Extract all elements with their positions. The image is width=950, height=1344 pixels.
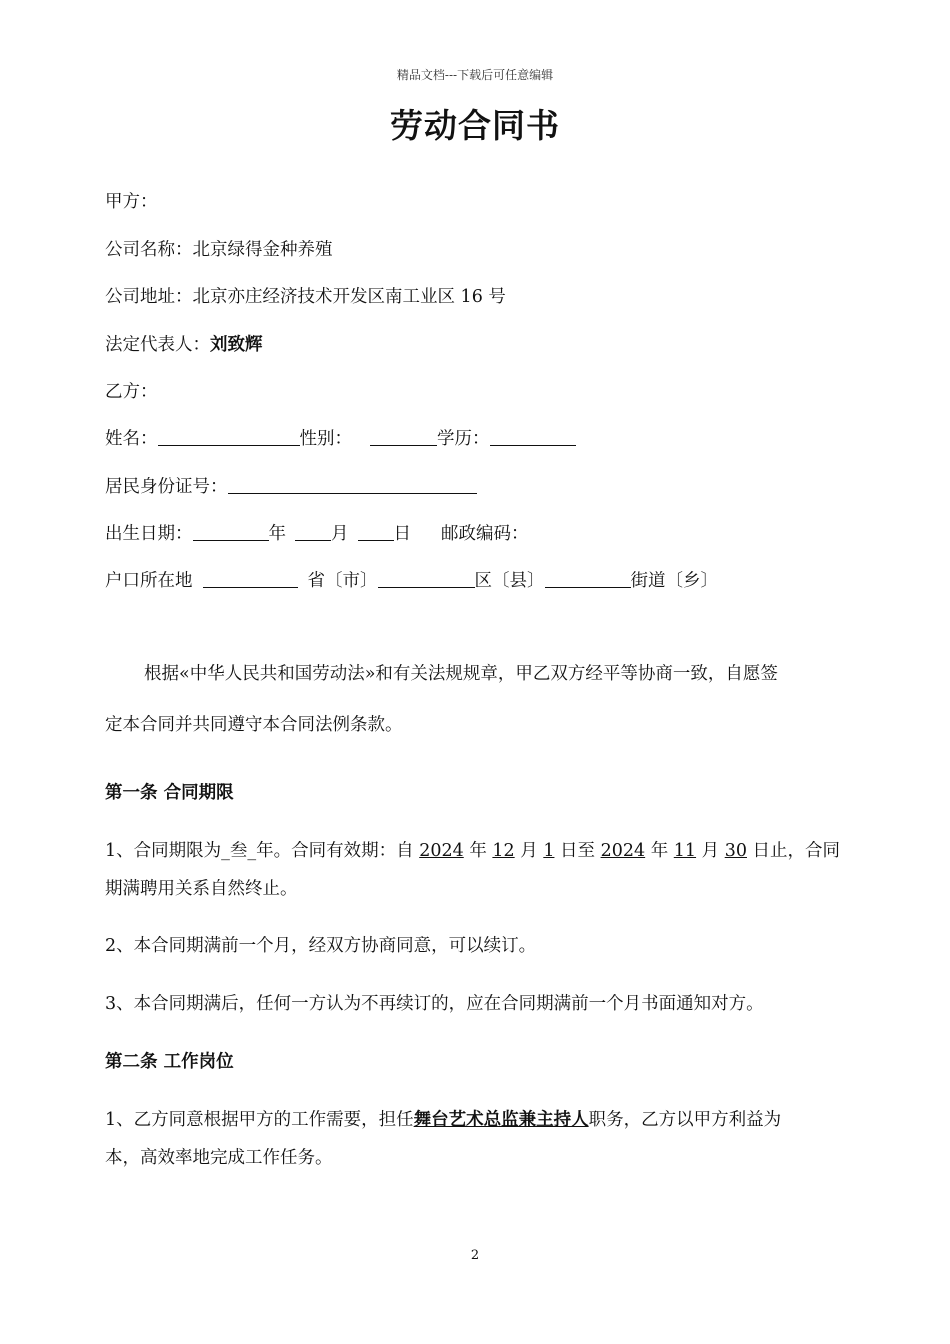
name-blank[interactable] — [158, 428, 300, 446]
name-label: 姓名： — [105, 429, 158, 449]
id-number-row — [105, 473, 477, 498]
preamble-line-2: 定本合同并共同遵守本合同法例条款。 — [105, 715, 403, 735]
month-label: 月 — [331, 524, 349, 544]
birth-day-blank[interactable] — [358, 523, 394, 541]
article-1-clause-1 — [105, 837, 840, 862]
clause-text: 年 — [463, 841, 493, 861]
province-blank[interactable] — [203, 570, 298, 588]
start-day: 1 — [543, 841, 555, 861]
clause-text: 月 — [696, 841, 725, 861]
hukou-label: 户口所在地 — [105, 571, 193, 591]
street-blank[interactable] — [545, 570, 631, 588]
article-1-clause-1-line-2: 期满聘用关系自然终止。 — [105, 879, 298, 899]
clause-text: 1、合同期限为 — [105, 841, 222, 861]
company-address-label: 公司地址： — [105, 287, 193, 307]
clause-text: 日止，合同 — [746, 841, 841, 861]
clause-text: 年 — [645, 841, 674, 861]
clause-text: 职务，乙方以甲方利益为 — [588, 1110, 782, 1130]
company-address-value: 北京亦庄经济技术开发区南工业区 16 号 — [192, 287, 506, 307]
end-month: 11 — [673, 841, 697, 861]
company-name-label: 公司名称： — [105, 240, 193, 260]
preamble-line-1: 根据«中华人民共和国劳动法»和有关法规规章，甲乙双方经平等协商一致，自愿签 — [144, 664, 778, 684]
id-number-blank[interactable] — [228, 476, 477, 494]
education-blank[interactable] — [490, 428, 576, 446]
hukou-row — [105, 567, 718, 592]
clause-text: 1、乙方同意根据甲方的工作需要，担任 — [105, 1110, 414, 1130]
document-title: 劳动合同书 — [390, 106, 560, 145]
education-label: 学历： — [437, 429, 490, 449]
gender-label: 性别： — [299, 429, 352, 449]
legal-rep-value: 刘致辉 — [210, 335, 263, 355]
clause-text: 日至 — [554, 841, 601, 861]
year-label: 年 — [268, 524, 286, 544]
company-name-row — [105, 236, 333, 261]
company-name-value: 北京绿得金种养殖 — [192, 240, 333, 260]
article-1-clause-3: 3、本合同期满后，任何一方认为不再续订的，应在合同期满前一个月书面通知对方。 — [105, 994, 764, 1014]
company-address-row — [105, 283, 506, 308]
article-2-clause-1-line-2: 本，高效率地完成工作任务。 — [105, 1148, 333, 1168]
birth-row — [105, 520, 529, 545]
page-header: 精品文档---下载后可任意编辑 — [396, 68, 554, 82]
article-2-heading: 第二条 工作岗位 — [105, 1052, 234, 1072]
party-a-label: 甲方： — [105, 192, 158, 212]
district-label: 区〔县〕 — [474, 571, 545, 591]
day-label: 日 — [393, 524, 411, 544]
birth-label: 出生日期： — [105, 524, 193, 544]
party-b-name-row — [105, 425, 576, 450]
party-b-label: 乙方： — [105, 382, 158, 402]
start-year: 2024 — [419, 841, 464, 861]
article-2-clause-1 — [105, 1106, 781, 1131]
district-blank[interactable] — [378, 570, 475, 588]
birth-year-blank[interactable] — [193, 523, 269, 541]
gender-blank[interactable] — [370, 428, 437, 446]
end-year: 2024 — [600, 841, 646, 861]
contract-term-years: _叁_ — [221, 841, 257, 861]
article-1-heading: 第一条 合同期限 — [105, 783, 234, 803]
legal-rep-row — [105, 331, 263, 356]
article-1-clause-2: 2、本合同期满前一个月，经双方协商同意，可以续订。 — [105, 936, 537, 956]
start-month: 12 — [492, 841, 515, 861]
postcode-label: 邮政编码： — [441, 524, 529, 544]
province-label: 省〔市〕 — [307, 571, 378, 591]
clause-text: 月 — [514, 841, 544, 861]
street-label: 街道〔乡〕 — [630, 571, 718, 591]
id-label: 居民身份证号： — [105, 477, 228, 497]
clause-text: 年。合同有效期：自 — [256, 841, 420, 861]
page-number: 2 — [470, 1248, 480, 1263]
end-day: 30 — [724, 841, 747, 861]
legal-rep-label: 法定代表人： — [105, 335, 210, 355]
birth-month-blank[interactable] — [295, 523, 331, 541]
job-position: 舞台艺术总监兼主持人 — [413, 1110, 589, 1130]
